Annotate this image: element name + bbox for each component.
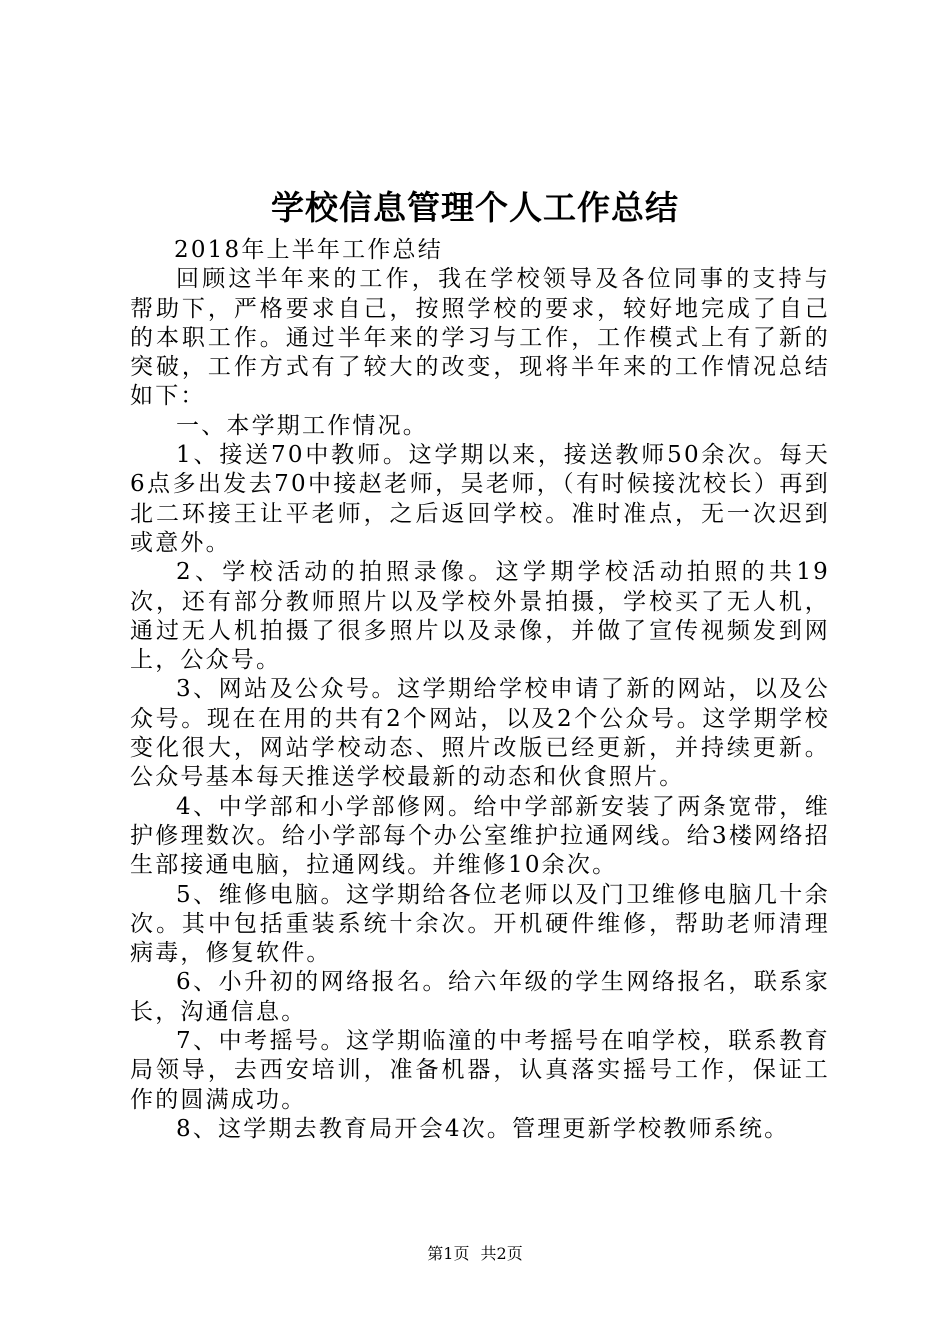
document-title: 学校信息管理个人工作总结 <box>271 188 679 227</box>
page-total: 共2页 <box>480 1244 523 1263</box>
item-paragraph-2: 2、学校活动的拍照录像。这学期学校活动拍照的共19次，还有部分教师照片以及学校外景拍摄，学校买了无人机，通过无人机拍摄了很多照片以及录像，并做了宣传视频发到网上，公众号。 <box>130 559 830 674</box>
subtitle-paragraph: 2018年上半年工作总结 <box>174 237 443 263</box>
document-body <box>130 236 830 1144</box>
item-paragraph-1: 1、接送70中教师。这学期以来，接送教师50余次。每天6点多出发去70中接赵老师，吴老师，（有时候接沈校长）再到北二环接王让平老师，之后返回学校。准时准点，无一次迟到或意外。 <box>130 442 830 556</box>
item-paragraph-4: 4、中学部和小学部修网。给中学部新安装了两条宽带，维护修理数次。给小学部每个办公室维护拉通网线。给3楼网络招生部接通电脑，拉通网线。并维修10余次。 <box>130 793 830 879</box>
intro-paragraph: 回顾这半年来的工作，我在学校领导及各位同事的支持与帮助下，严格要求自己，按照学校的要求，较好地完成了自己的本职工作。通过半年来的学习与工作，工作模式上有了新的突破，工作方式有了较大的改变，现将半年来的工作情况总结如下： <box>130 266 830 410</box>
page-footer <box>0 1243 950 1265</box>
item-paragraph-7: 7、中考摇号。这学期临潼的中考摇号在咱学校，联系教育局领导，去西安培训，准备机器，认真落实摇号工作，保证工作的圆满成功。 <box>130 1028 830 1113</box>
item-paragraph-8: 8、这学期去教育局开会4次。管理更新学校教师系统。 <box>176 1115 790 1142</box>
item-paragraph-6: 6、小升初的网络报名。给六年级的学生网络报名，联系家长，沟通信息。 <box>130 969 830 1025</box>
page-number: 第1页 <box>427 1244 470 1263</box>
item-paragraph-3: 3、网站及公众号。这学期给学校申请了新的网站，以及公众号。现在在用的共有2个网站，以及2个公众号。这学期学校变化很大，网站学校动态、照片改版已经更新，并持续更新。公众号基本每天推送学校最新的动态和伙食照片。 <box>130 676 830 791</box>
section-heading: 一、本学期工作情况。 <box>176 412 428 439</box>
item-paragraph-5: 5、维修电脑。这学期给各位老师以及门卫维修电脑几十余次。其中包括重装系统十余次。开机硬件维修，帮助老师清理病毒，修复软件。 <box>130 881 830 967</box>
